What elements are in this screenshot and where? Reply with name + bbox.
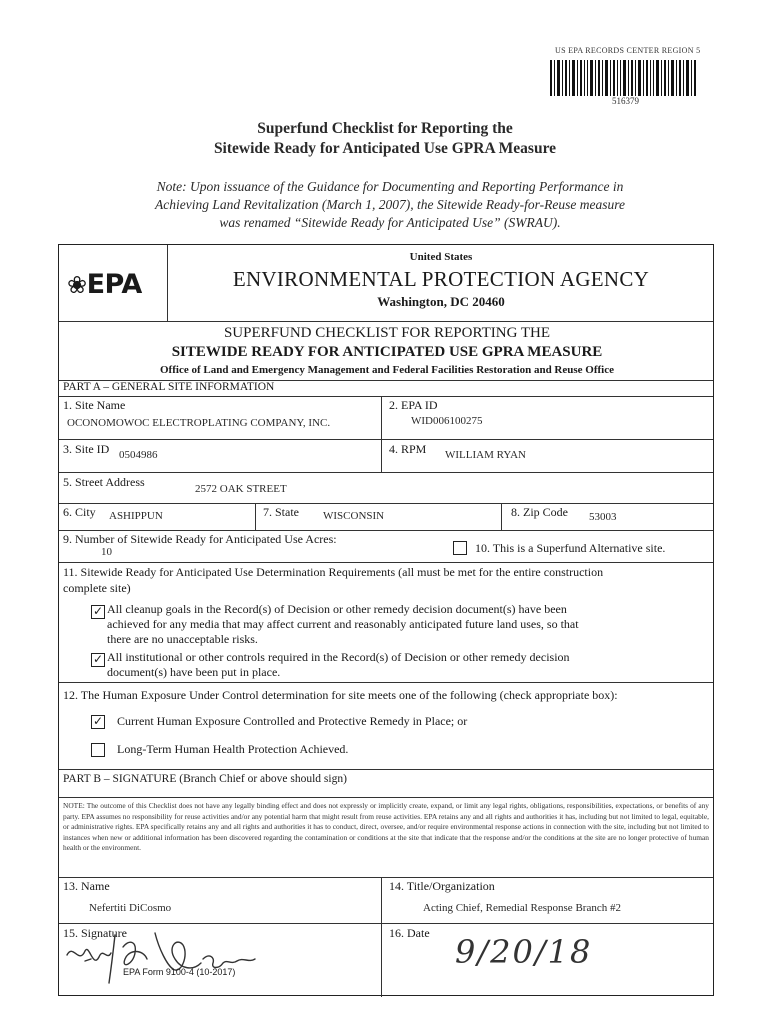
note-line-2: Achieving Land Revitalization (March 1, 2007), the Sitewide Ready-for-Reuse measure xyxy=(155,197,625,212)
city-value: ASHIPPUN xyxy=(109,510,163,522)
logo-box xyxy=(59,245,168,321)
form-title-line-2: SITEWIDE READY FOR ANTICIPATED USE GPRA MEASURE xyxy=(171,344,603,360)
site-id-value: 0504986 xyxy=(119,449,158,461)
long-term-protection-text: Long-Term Human Health Protection Achieved. xyxy=(117,742,349,756)
date-value: 9/20/18 xyxy=(455,933,593,971)
document-title-line-1: Superfund Checklist for Reporting the xyxy=(257,120,513,137)
date-label: 16. Date xyxy=(389,926,430,940)
agency-header xyxy=(167,245,715,310)
exposure-label: 12. The Human Exposure Under Control determination for site meets one of the following (check appropriate box): xyxy=(63,688,618,702)
rpm-label: 4. RPM xyxy=(389,442,427,456)
note-line-1: Note: Upon issuance of the Guidance for Documenting and Reporting Performance in xyxy=(156,179,624,194)
signer-title-label: 14. Title/Organization xyxy=(389,879,495,893)
exposure-controlled-checkbox[interactable]: ✓ xyxy=(92,714,104,728)
site-name-label: 1. Site Name xyxy=(63,398,126,412)
agency-location: Washington, DC 20460 xyxy=(377,294,505,309)
state-value: WISCONSIN xyxy=(323,510,385,522)
requirements-label-line-1: 11. Sitewide Ready for Anticipated Use Determination Requirements (all must be met for the entire construction xyxy=(63,565,604,579)
cleanup-goals-text-line-1: All cleanup goals in the Record(s) of Decision or other remedy decision document(s) have been xyxy=(107,602,567,616)
epa-flower-icon: ❀ xyxy=(67,271,87,299)
site-id-label: 3. Site ID xyxy=(63,442,110,456)
checklist-form xyxy=(58,244,714,996)
part-b-heading: PART B – SIGNATURE (Branch Chief or above should sign) xyxy=(63,773,347,785)
office-name: Office of Land and Emergency Management and Federal Facilities Restoration and Reuse Office xyxy=(160,364,614,376)
rpm-value: WILLIAM RYAN xyxy=(445,449,526,461)
institutional-controls-text-line-1: All institutional or other controls required in the Record(s) of Decision or other remedy decision xyxy=(107,650,570,664)
form-title-line-1: SUPERFUND CHECKLIST FOR REPORTING THE xyxy=(223,325,551,341)
records-center-label: US EPA RECORDS CENTER REGION 5 xyxy=(555,46,701,55)
institutional-controls-text-line-2: document(s) have been put in place. xyxy=(107,665,281,679)
agency-country: United States xyxy=(409,251,473,263)
part-a-heading: PART A – GENERAL SITE INFORMATION xyxy=(63,381,275,393)
barcode-image xyxy=(550,60,698,96)
site-name-value: OCONOMOWOC ELECTROPLATING COMPANY, INC. xyxy=(67,417,331,429)
superfund-alternative-checkbox[interactable] xyxy=(453,541,467,555)
cleanup-goals-text-line-3: there are no unacceptable risks. xyxy=(107,632,258,646)
signer-name-value: Nefertiti DiCosmo xyxy=(89,902,172,914)
signer-name-label: 13. Name xyxy=(63,879,110,893)
zip-code-value: 53003 xyxy=(589,511,617,523)
acres-value: 10 xyxy=(101,546,112,558)
agency-name: ENVIRONMENTAL PROTECTION AGENCY xyxy=(232,267,650,291)
superfund-alternative-label: 10. This is a Superfund Alternative site. xyxy=(475,541,666,555)
epa-logo: ❀EPA xyxy=(67,269,142,300)
epa-id-label: 2. EPA ID xyxy=(389,398,438,412)
document-title-line-2: Sitewide Ready for Anticipated Use GPRA Measure xyxy=(213,140,557,157)
signer-title-value: Acting Chief, Remedial Response Branch #2 xyxy=(423,902,621,914)
state-label: 7. State xyxy=(263,505,299,519)
epa-id-value: WID006100275 xyxy=(411,415,483,427)
exposure-controlled-text: Current Human Exposure Controlled and Protective Remedy in Place; or xyxy=(117,714,468,728)
cleanup-goals-text-line-2: achieved for any media that may affect current and reasonably anticipated future land uses, so that xyxy=(107,617,579,631)
street-address-label: 5. Street Address xyxy=(63,475,145,489)
acres-label: 9. Number of Sitewide Ready for Anticipated Use Acres: xyxy=(63,532,337,546)
cleanup-goals-checkbox[interactable]: ✓ xyxy=(92,604,104,618)
form-number: EPA Form 9100-4 (10-2017) xyxy=(123,967,236,977)
long-term-protection-checkbox[interactable] xyxy=(91,743,105,757)
note-line-3: was renamed “Sitewide Ready for Anticipated Use” (SWRAU). xyxy=(219,215,561,230)
institutional-controls-checkbox[interactable]: ✓ xyxy=(92,652,104,666)
requirements-label-line-2: complete site) xyxy=(63,581,131,595)
barcode-number: 516379 xyxy=(612,96,639,106)
signature-label: 15. Signature xyxy=(63,926,127,940)
street-address-value: 2572 OAK STREET xyxy=(195,483,287,495)
zip-code-label: 8. Zip Code xyxy=(511,505,568,519)
city-label: 6. City xyxy=(63,505,96,519)
handwritten-signature xyxy=(63,925,273,989)
legal-note: NOTE: The outcome of this Checklist does not have any legally binding effect and does not expressly or implicitly create, expand, or limit any legal rights, obligations, responsibilities, expectations, or benefits of any party. EPA assumes no responsibility for reuse activities and/or any potential harm that might result from reuse activities. EPA retains any and all rights and authorities it has, including but not limited to legal, equitable, or administrative rights. EPA specifically retains any and all rights and authorities it has to conduct, direct, oversee, and/or require environmental response actions in connection with the site, including but not limited to instances when new or additional information has been discovered regarding the contamination or conditions at the site that indicate that the response and/or the conditions at the site are no longer protective of human health or the environment. xyxy=(63,801,709,852)
